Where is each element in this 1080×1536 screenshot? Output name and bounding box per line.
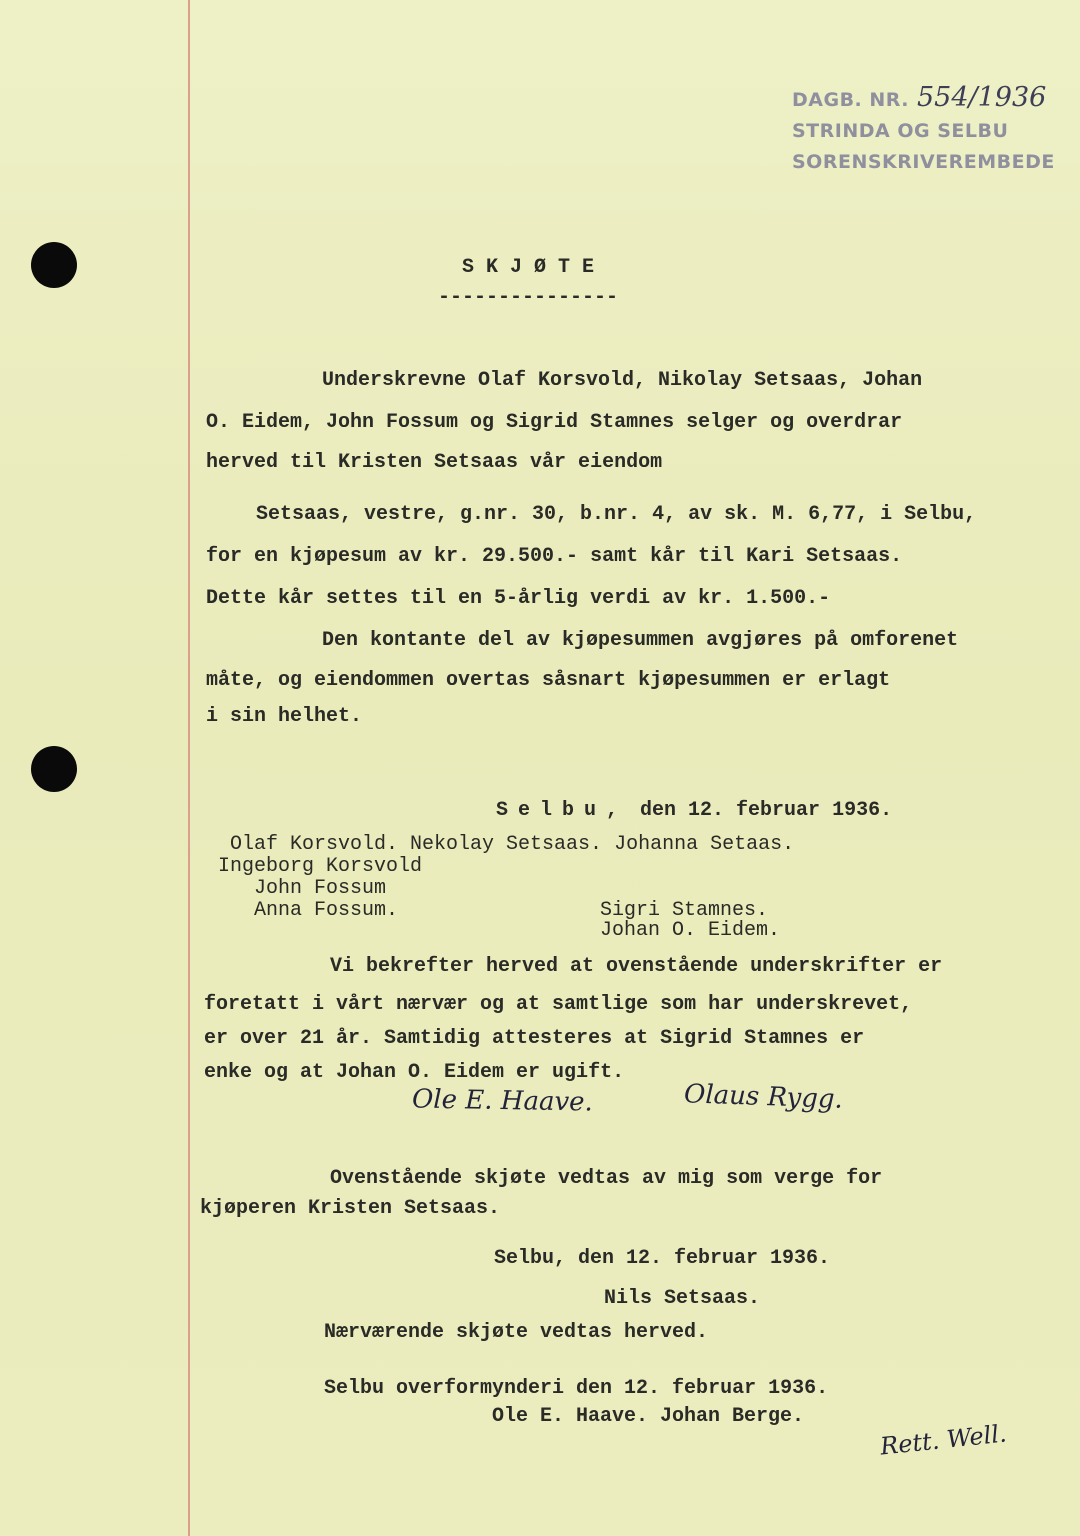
body-line: Underskrevne Olaf Korsvold, Nikolay Setsaas, Johan [322,369,923,392]
punch-hole-bottom [31,746,77,792]
body-line: Dette kår settes til en 5-årlig verdi av kr. 1.500.- [206,587,831,610]
place-date [496,798,892,824]
attest-line: enke og at Johan O. Eidem er ugift. [204,1061,625,1084]
body-line: måte, og eiendommen overtas såsnart kjøpesummen er erlagt [206,669,891,692]
copy-verification-signature: Rett. Well. [878,1419,1008,1461]
title-underline: --------------- [438,286,619,309]
attest-line: er over 21 år. Samtidig attesteres at Sigrid Stamnes er [204,1027,865,1050]
body-line: i sin helhet. [206,705,363,728]
attest-line: foretatt i vårt nærvær og at samtlige som har underskrevet, [204,993,913,1016]
stamp-dagb-label: DAGB. NR. [792,89,909,111]
punch-hole-top [31,242,77,288]
attest-line: Vi bekrefter herved at ovenstående underskrifter er [330,955,943,978]
body-line: O. Eidem, John Fossum og Sigrid Stamnes selger og overdrar [206,411,903,434]
acceptance-line: Nærværende skjøte vedtas herved. [324,1321,709,1344]
board-date-line: Selbu overformynderi den 12. februar 1936. [324,1377,829,1400]
signer-line: Anna Fossum. [254,899,399,922]
signer-line: Olaf Korsvold. Nekolay Setsaas. Johanna Setaas. [230,833,795,856]
signer-line: Sigri Stamnes. [600,899,769,922]
stamp-office-name: STRINDA OG SELBU [792,120,1009,142]
stamp-dagb-number: 554/1936 [917,82,1047,113]
property-line: Setsaas, vestre, g.nr. 30, b.nr. 4, av sk. M. 6,77, i Selbu, [256,503,977,526]
body-line: Den kontante del av kjøpesummen avgjøres på omforenet [322,629,959,652]
guardian-line: kjøperen Kristen Setsaas. [200,1197,501,1220]
document-title: SKJØTE [462,256,607,279]
body-line: for en kjøpesum av kr. 29.500.- samt kår til Kari Setsaas. [206,545,903,568]
body-line: herved til Kristen Setsaas vår eiendom [206,451,663,474]
place-name: Selbu, [496,799,629,822]
registry-stamp [792,82,1055,178]
signer-line: Ingeborg Korsvold [218,855,423,878]
guardian-name: Nils Setsaas. [604,1287,761,1310]
witness-signature-ole-haave: Ole E. Haave. [411,1084,594,1118]
signer-line: John Fossum [254,877,387,900]
witness-signature-olaus-rygg: Olaus Rygg. [683,1079,844,1115]
guardian-line: Ovenstående skjøte vedtas av mig som verge for [330,1167,883,1190]
stamp-office-type: SORENSKRIVEREMBEDE [792,151,1055,173]
margin-line [188,0,190,1536]
deed-date: den 12. februar 1936. [640,799,893,822]
guardian-date: Selbu, den 12. februar 1936. [494,1247,831,1270]
board-signers: Ole E. Haave. Johan Berge. [492,1405,805,1428]
signer-line: Johan O. Eidem. [600,919,781,942]
